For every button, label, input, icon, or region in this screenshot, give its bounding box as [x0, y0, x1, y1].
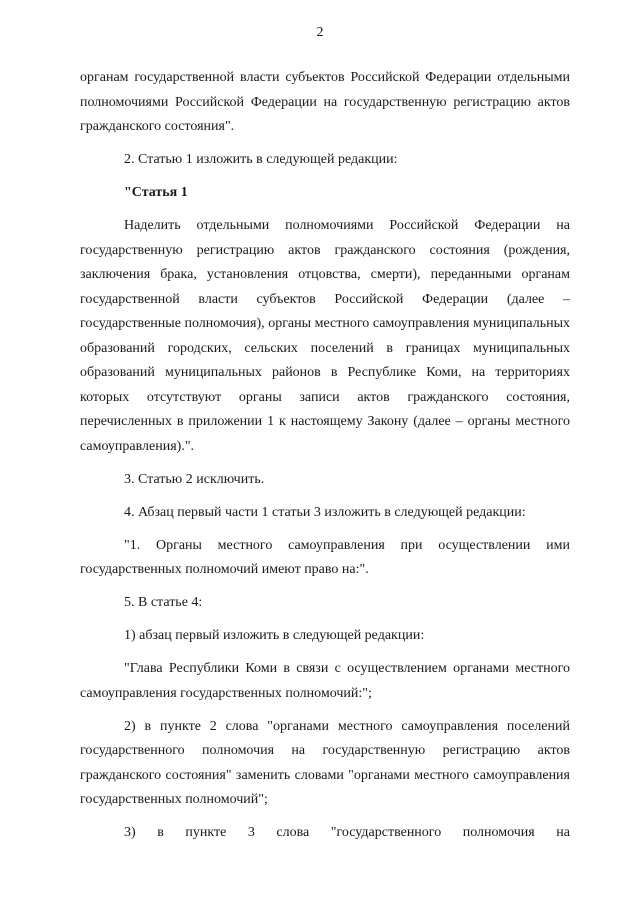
paragraph-subitem-3: 3) в пункте 3 слова "государственного полномочия на: [124, 825, 570, 840]
page-number: 2: [316, 25, 324, 40]
paragraph-item-4: 4. Абзац первый части 1 статьи 3 изложить в следующей редакции:: [124, 504, 526, 520]
paragraph-subitem-2: 2) в пункте 2 слова "органами местного самоуправления поселений государственного полномочия на государственную регистрацию актов гражданского состояния" заменить словами "органами местного самоуправления государственных полномочий";: [80, 718, 570, 807]
document-body: [80, 66, 570, 846]
paragraph-item-5: 5. В статье 4:: [124, 595, 203, 610]
paragraph-subitem-1: 1) абзац первый изложить в следующей редакции:: [124, 628, 425, 643]
paragraph-continuation: органам государственной власти субъектов Российской Федерации отдельными полномочиями Российской Федерации на государственную регистрацию актов гражданского состояния".: [80, 70, 570, 134]
paragraph-item-3: 3. Статью 2 исключить.: [124, 471, 265, 487]
paragraph-article-1-text: Наделить отдельными полномочиями Российской Федерации на государственную регистрацию актов гражданского состояния (рождения, заключения брака, установления отцовства, смерти), переданными органам государственной власти субъектов Российской Федерации (далее – государственные полномочия), органы местного самоуправления муниципальных образований городских, сельских поселений в границах муниципальных образований муниципальных районов в Республике Коми, на территориях которых отсутствуют органы записи актов гражданского состояния, перечисленных в приложении 1 к настоящему Закону (далее – органы местного самоуправления).".: [80, 218, 570, 454]
paragraph-quote-1: "1. Органы местного самоуправления при осуществлении ими государственных полномочий имеют право на:".: [80, 537, 570, 577]
paragraph-item-2: 2. Статью 1 изложить в следующей редакции:: [124, 152, 398, 167]
paragraph-quote-glava: "Глава Республики Коми в связи с осуществлением органами местного самоуправления государственных полномочий:";: [80, 661, 570, 701]
article-heading: "Статья 1: [124, 185, 188, 200]
